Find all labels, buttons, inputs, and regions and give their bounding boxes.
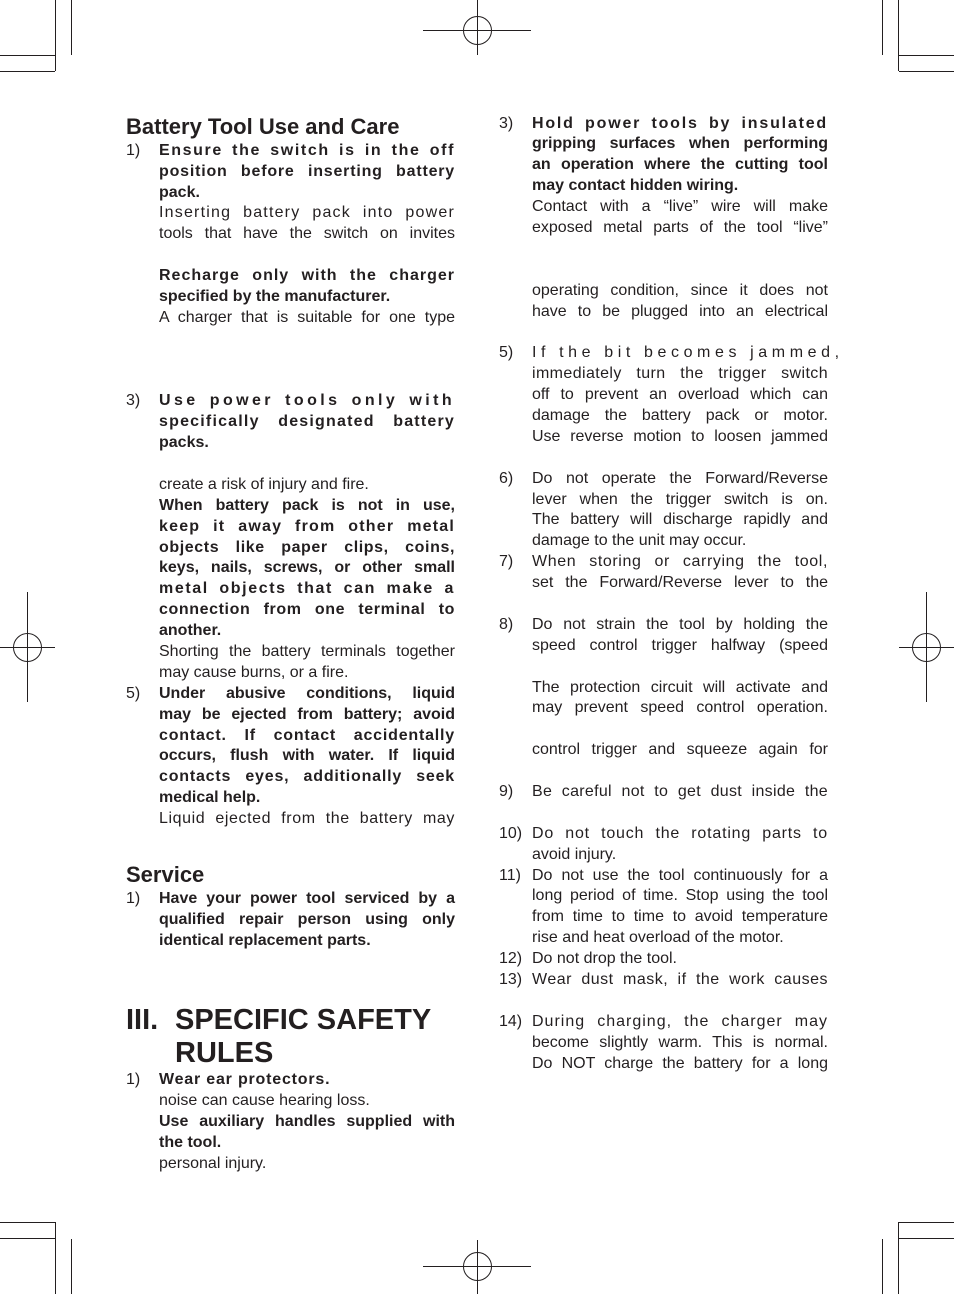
text-line: identical replacement parts. (159, 932, 371, 949)
text-line: Recharge only with the charger (159, 267, 455, 284)
text-line: from time to time to avoid temperature (532, 908, 828, 925)
text-line: another. (159, 622, 222, 639)
text-line: Contact with a “live” wire will make (532, 198, 828, 215)
text-line: Use reverse motion to loosen jammed (532, 428, 828, 445)
text-line: may be ejected from battery; avoid (159, 706, 455, 723)
text-line: Wear ear protectors. (159, 1071, 331, 1088)
list-number: 5) (126, 685, 141, 702)
text-line: rise and heat overload of the motor. (532, 929, 784, 946)
text-line: damage the battery pack or motor. (532, 407, 828, 424)
text-line: keep it away from other metal (159, 518, 455, 535)
text-line: damage to the unit may occur. (532, 532, 747, 549)
list-number: 7) (499, 553, 514, 570)
list-number: 3) (499, 115, 514, 132)
text-line: objects like paper clips, coins, (159, 539, 455, 556)
text-line: position before inserting battery (159, 163, 455, 180)
text-line: When storing or carrying the tool, (532, 553, 828, 570)
text-line: Inserting battery pack into power (159, 204, 455, 221)
list-number: 12) (499, 950, 523, 967)
text-line: If the bit becomes jammed, (532, 344, 844, 361)
text-line: Hold power tools by insulated (532, 115, 828, 132)
text-line: exposed metal parts of the tool “live” (532, 219, 828, 236)
text-line: may prevent speed control operation. (532, 699, 828, 716)
list-number: 5) (499, 344, 514, 361)
text-line: contacts eyes, additionally seek (159, 768, 455, 785)
text-line: Wear dust mask, if the work causes (532, 971, 828, 988)
text-line: Do NOT charge the battery for a long (532, 1055, 828, 1072)
text-line: Be careful not to get dust inside the (532, 783, 828, 800)
text-line: the tool. (159, 1134, 222, 1151)
list-number: 3) (126, 392, 141, 409)
text-line: Use auxiliary handles supplied with (159, 1113, 455, 1130)
text-line: keys, nails, screws, or other small (159, 559, 455, 576)
section-heading-line1: SPECIFIC SAFETY (175, 1004, 432, 1036)
list-number: 14) (499, 1013, 523, 1030)
text-line: Have your power tool serviced by a (159, 890, 455, 907)
text-line: The protection circuit will activate and (532, 679, 828, 696)
text-line: Shorting the battery terminals together (159, 643, 455, 660)
text-line: Do not use the tool continuously for a (532, 867, 828, 884)
text-line: operating condition, since it does not (532, 282, 828, 299)
text-line: specifically designated battery (159, 413, 455, 430)
text-line: contact. If contact accidentally (159, 727, 455, 744)
text-line: During charging, the charger may (532, 1013, 828, 1030)
text-line: lever when the trigger switch is on. (532, 491, 828, 508)
text-line: When battery pack is not in use, (159, 497, 455, 514)
service-heading: Service (126, 862, 205, 887)
list-number: 8) (499, 616, 514, 633)
text-line: have to be plugged into an electrical (532, 303, 828, 320)
list-number: 1) (126, 142, 141, 159)
text-line: long period of time. Stop using the tool (532, 887, 828, 904)
text-line: tools that have the switch on invites (159, 225, 455, 242)
text-line: Do not touch the rotating parts to (532, 825, 828, 842)
text-line: Do not drop the tool. (532, 950, 677, 967)
text-line: pack. (159, 184, 200, 201)
text-line: connection from one terminal to (159, 601, 455, 618)
text-line: Do not strain the tool by holding the (532, 616, 828, 633)
text-line: gripping surfaces when performing (532, 135, 828, 152)
list-number: 13) (499, 971, 523, 988)
text-line: may contact hidden wiring. (532, 177, 739, 194)
text-line: personal injury. (159, 1155, 267, 1172)
text-line: occurs, flush with water. If liquid (159, 747, 455, 764)
text-line: an operation where the cutting tool (532, 156, 828, 173)
list-number: 11) (499, 867, 521, 884)
text-line: The battery will discharge rapidly and (532, 511, 828, 528)
text-line: Ensure the switch is in the off (159, 142, 455, 159)
text-line: Liquid ejected from the battery may (159, 810, 455, 827)
text-line: medical help. (159, 789, 261, 806)
text-line: speed control trigger halfway (speed (532, 637, 828, 654)
text-line: immediately turn the trigger switch (532, 365, 828, 382)
text-line: qualified repair person using only (159, 911, 455, 928)
text-line: metal objects that can make a (159, 580, 455, 597)
text-line: control trigger and squeeze again for (532, 741, 828, 758)
list-number: 6) (499, 470, 514, 487)
text-line: create a risk of injury and fire. (159, 476, 369, 493)
list-number: 1) (126, 890, 141, 907)
text-line: noise can cause hearing loss. (159, 1092, 370, 1109)
battery-tool-heading: Battery Tool Use and Care (126, 114, 400, 139)
list-number: 1) (126, 1071, 141, 1088)
list-number: 10) (499, 825, 523, 842)
text-line: off to prevent an overload which can (532, 386, 828, 403)
text-line: avoid injury. (532, 846, 617, 863)
text-line: Do not operate the Forward/Reverse (532, 470, 828, 487)
text-line: may cause burns, or a fire. (159, 664, 349, 681)
text-line: packs. (159, 434, 209, 451)
text-line: Use power tools only with (159, 392, 455, 409)
text-line: specified by the manufacturer. (159, 288, 391, 305)
section-roman-numeral: III. (126, 1004, 159, 1036)
list-number: 9) (499, 783, 514, 800)
text-line: set the Forward/Reverse lever to the (532, 574, 828, 591)
text-line: become slightly warm. This is normal. (532, 1034, 828, 1051)
section-heading-line2: RULES (175, 1037, 274, 1069)
text-line: Under abusive conditions, liquid (159, 685, 455, 702)
text-line: A charger that is suitable for one type (159, 309, 455, 326)
